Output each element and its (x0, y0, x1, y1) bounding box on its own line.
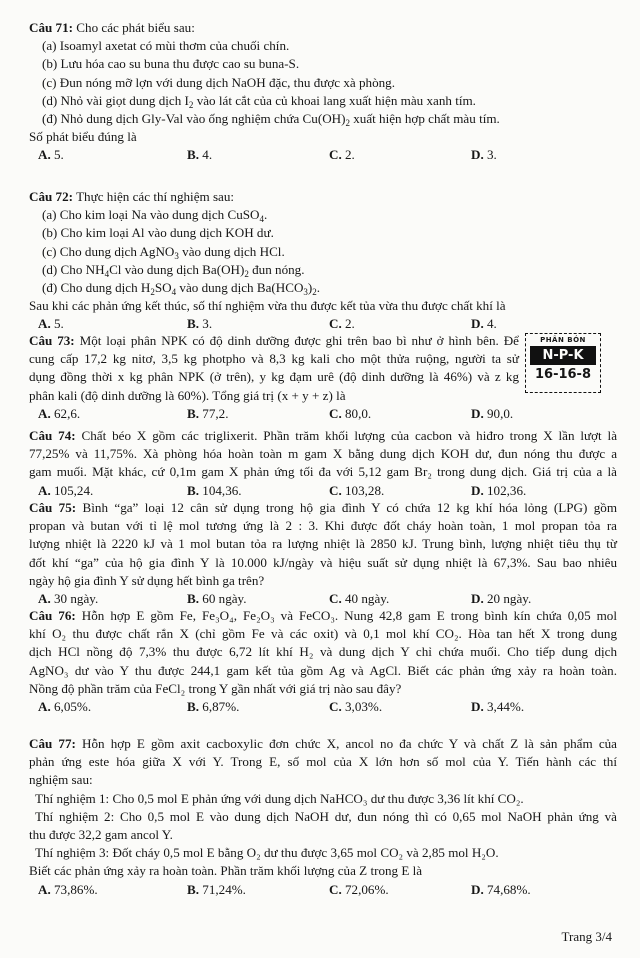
paragraph-line (29, 753, 617, 771)
question-71 (29, 19, 617, 164)
subscript: 2 (188, 99, 194, 110)
paragraph-line (29, 350, 519, 368)
subscript: 3 (303, 287, 308, 298)
statement-item (29, 243, 617, 261)
option-a[interactable] (38, 881, 98, 899)
option-letter: C. (329, 147, 342, 163)
option-value: 74,68%. (483, 881, 531, 897)
paragraph-line (29, 643, 617, 661)
option-value: 5. (50, 147, 64, 163)
line-text: 77,25% và 11,75%. Xà phòng hóa hoàn toàn m gam X bằng dung dịch KOH dư, đun nóng thu được a (29, 446, 617, 462)
paragraph-line (29, 680, 617, 698)
option-letter: D. (471, 147, 484, 163)
option-a[interactable] (38, 698, 91, 716)
paragraph-line (29, 554, 617, 572)
stem-text: Thực hiện các thí nghiệm sau: (76, 189, 235, 204)
option-letter: B. (187, 405, 200, 421)
question-72 (29, 188, 617, 333)
option-value: 102,36. (483, 482, 527, 498)
option-letter: D. (471, 482, 484, 498)
stem-text: Cho các phát biểu sau: (76, 20, 195, 35)
paragraph-line (29, 535, 617, 553)
subscript: 2 (244, 268, 249, 279)
option-b[interactable] (187, 315, 212, 333)
line-text: Chất béo X gồm các triglixerit. Phần trăm khối lượng của cacbon và hiđro trong X lần lượt là (75, 428, 617, 443)
option-value: 6,05%. (50, 699, 92, 715)
option-c[interactable] (329, 405, 371, 423)
option-letter: C. (329, 881, 342, 897)
statement-item (29, 55, 617, 73)
text-run: (a) Cho kim loại Na vào dung dịch CuSO (42, 207, 260, 223)
option-value: 3,44%. (483, 699, 525, 715)
question-76 (29, 607, 617, 716)
option-a[interactable] (38, 482, 93, 500)
paragraph-line (29, 844, 617, 862)
line-text: dụng đồng thời x kg phân NPK (ở trên), y kg đạm urê (độ dinh dưỡng là 46%) và z kg (29, 369, 519, 385)
line-text: dịch HCl nồng độ 7,3% thu được 6,72 lít khí H₂ và dung dịch Y chỉ chứa muối. Cho tiếp dung dịch (29, 644, 617, 660)
question-number: Câu 75: (29, 500, 77, 515)
option-value: 20 ngày. (483, 591, 532, 607)
option-value: 4. (199, 147, 213, 163)
line-text: Hỗn hợp E gồm axit cacboxylic đơn chức X, ancol no đa chức Y và chất Z là sản phẩm của (75, 736, 617, 751)
subscript: 4 (171, 287, 177, 298)
option-value: 2. (341, 316, 355, 332)
option-letter: C. (329, 316, 342, 332)
line-text: Nồng độ phần trăm của FeCl₂ trong Y gần nhất với giá trị nào sau đây? (29, 680, 402, 696)
text-run: (d) Nhỏ vài giọt dung dịch I (42, 92, 189, 108)
answer-options (29, 405, 617, 423)
question-number: Câu 73: (29, 333, 75, 348)
option-letter: A. (38, 699, 51, 715)
paragraph-line (29, 826, 617, 844)
text-run: SO (154, 280, 172, 296)
question-number: Câu 77: (29, 736, 76, 751)
option-c[interactable] (329, 146, 355, 164)
option-d[interactable] (471, 315, 497, 333)
badge-npk-text: N-P-K (530, 346, 596, 365)
option-letter: A. (38, 405, 51, 421)
option-letter: A. (38, 316, 51, 332)
option-letter: A. (38, 881, 51, 897)
badge-ratio-text: 16-16-8 (534, 367, 592, 382)
question-number: Câu 74: (29, 428, 76, 443)
option-value: 80,0. (341, 405, 372, 421)
subscript: 3 (174, 250, 179, 261)
option-value: 3. (199, 316, 213, 332)
text-run: ) (307, 280, 313, 296)
paragraph-line (29, 625, 617, 643)
question-number: Câu 76: (29, 608, 76, 623)
option-letter: B. (187, 881, 200, 897)
option-letter: B. (187, 482, 200, 498)
option-letter: A. (38, 591, 51, 607)
question-77 (29, 735, 617, 899)
statement-item (29, 37, 617, 55)
option-value: 104,36. (199, 482, 242, 498)
line-text: đốt khí “ga” của hộ gia đình Y là 10.000 kJ/ngày và hiệu suất sử dụng nhiệt là 67,3%. Sau bao nhiêu (29, 554, 617, 570)
statement-item (29, 110, 617, 128)
text-run: vào dung dịch HCl. (178, 243, 285, 259)
question-number: Câu 72: (29, 189, 74, 204)
option-letter: A. (38, 482, 51, 498)
option-value: 77,2. (199, 405, 229, 421)
answer-options (29, 315, 617, 333)
paragraph-line (29, 808, 617, 826)
option-value: 90,0. (483, 405, 514, 421)
text-run: (c) Đun nóng mỡ lợn với dung dịch NaOH đặc, thu được xà phòng. (42, 74, 395, 90)
paragraph-line (29, 387, 519, 405)
text-run: (b) Lưu hóa cao su buna thu được cao su buna-S. (42, 56, 300, 72)
option-d[interactable] (471, 146, 497, 164)
paragraph-line (29, 771, 617, 789)
subscript: 4 (104, 268, 110, 279)
option-value: 73,86%. (50, 881, 98, 897)
option-b[interactable] (187, 482, 242, 500)
paragraph-line (29, 368, 519, 386)
option-value: 2. (341, 147, 355, 163)
option-value: 103,28. (341, 482, 385, 498)
option-value: 6,87%. (199, 699, 240, 715)
text-run: (b) Cho kim loại Al vào dung dịch KOH dư. (42, 225, 274, 241)
question-75 (29, 499, 617, 608)
line-text: Thí nghiệm 3: Đốt cháy 0,5 mol E bằng O₂ dư thu được 3,65 mol CO₂ và 2,85 mol H₂O. (35, 845, 499, 861)
question-stem (29, 19, 617, 37)
paragraph-line (29, 572, 617, 590)
question-number: Câu 71: (29, 20, 74, 35)
line-text: thu được 32,2 gam ancol Y. (29, 827, 173, 843)
answer-options (29, 698, 617, 716)
question-stem (29, 188, 617, 206)
text-run: vào lát cắt của củ khoai lang xuất hiện màu xanh tím. (193, 92, 476, 108)
text-run: (a) Isoamyl axetat có mùi thơm của chuối chín. (42, 38, 290, 54)
npk-fertilizer-label-image (525, 333, 601, 393)
option-d[interactable] (471, 482, 526, 500)
answer-options (29, 482, 617, 500)
option-value: 5. (50, 316, 64, 332)
option-b[interactable] (187, 590, 247, 608)
option-value: 72,06%. (341, 881, 389, 897)
line-text: gam muối. Mặt khác, cứ 0,1m gam X phản ứng tối đa với 5,12 gam Br₂ trong dung dịch. Giá trị của a là (29, 464, 617, 480)
option-c[interactable] (329, 698, 382, 716)
option-value: 105,24. (50, 482, 94, 498)
line-text: Một loại phân NPK có độ dinh dưỡng được ghi trên bao bì như ở hình bên. Để (74, 333, 519, 348)
subscript: 4 (259, 214, 264, 225)
option-letter: C. (329, 699, 342, 715)
line-text: khí O₂ thu được chất rắn X (chỉ gồm Fe và các oxit) và 0,1 mol khí CO₂. Hòa tan hết X trong dung (29, 626, 617, 642)
line-text: Bình “ga” loại 12 cân sử dụng trong hộ gia đình Y có chứa 12 kg khí hóa lỏng (LPG) gồm (76, 500, 618, 515)
answer-options (29, 146, 617, 164)
option-letter: B. (187, 699, 200, 715)
option-a[interactable] (38, 146, 64, 164)
option-letter: D. (471, 316, 484, 332)
option-d[interactable] (471, 881, 531, 899)
line-text: Thí nghiệm 2: Cho 0,5 mol E vào dung dịch NaOH dư, đun nóng thì có 0,65 mol NaOH phản ứng và (35, 808, 617, 824)
answer-options (29, 590, 617, 608)
option-value: 4. (483, 316, 497, 332)
subscript: 2 (150, 287, 155, 298)
line-text: propan và butan với tỉ lệ mol tương ứng là 2 : 3. Khi được đốt cháy hoàn toàn, 1 mol propan tỏa ra (29, 518, 617, 534)
paragraph-line (29, 445, 617, 463)
option-c[interactable] (329, 315, 355, 333)
text-run: xuất hiện hợp chất màu tím. (349, 111, 500, 127)
subscript: 2 (312, 287, 317, 298)
page-number: Trang 3/4 (561, 929, 612, 944)
paragraph-line (29, 332, 519, 350)
option-a[interactable] (38, 315, 64, 333)
text-run: (d) Cho NH (42, 261, 105, 277)
answer-options (29, 881, 617, 899)
option-a[interactable] (38, 590, 98, 608)
paragraph-line (29, 862, 617, 880)
line-text: AgNO₃ dư vào Y thu được 244,1 gam kết tủa gồm Ag và AgCl. Biết các phản ứng xảy ra hoàn toàn. (29, 662, 617, 678)
badge-top-text: PHÂN BÓN (540, 336, 586, 344)
paragraph-line (29, 662, 617, 680)
text-run: . (316, 280, 321, 296)
option-value: 30 ngày. (50, 591, 99, 607)
paragraph-line (29, 517, 617, 535)
option-b[interactable] (187, 698, 239, 716)
text-run: (đ) Cho dung dịch H (42, 280, 151, 296)
option-value: 3. (483, 147, 497, 163)
paragraph-line (29, 427, 617, 445)
text-run: đun nóng. (248, 261, 305, 277)
option-value: 62,6. (50, 405, 81, 421)
text-run: (đ) Nhỏ dung dịch Gly-Val vào ống nghiệm chứa Cu(OH) (42, 111, 346, 127)
option-value: 40 ngày. (341, 591, 390, 607)
line-text: phân kali (độ dinh dưỡng là 60%). Tổng giá trị (x + y + z) là (29, 387, 346, 403)
statement-item (29, 74, 617, 92)
text-run: . (263, 207, 268, 223)
paragraph-line (29, 607, 617, 625)
option-b[interactable] (187, 881, 246, 899)
option-letter: D. (471, 405, 484, 421)
text-run: (c) Cho dung dịch AgNO (42, 243, 175, 259)
paragraph-line (29, 790, 617, 808)
option-letter: C. (329, 591, 342, 607)
line-text: ngày hộ gia đình Y sử dụng hết bình ga trên? (29, 572, 265, 588)
option-letter: D. (471, 881, 484, 897)
text-run: vào dung dịch Ba(HCO (176, 280, 304, 296)
line-text: Biết các phản ứng xảy ra hoàn toàn. Phần trăm khối lượng của Z trong E là (29, 863, 423, 879)
line-text: phản ứng este hóa giữa X với Y. Trong E, số mol của X lớn hơn số mol của Y. Tiến hành các thí (29, 754, 617, 770)
line-text: lượng nhiệt là 2220 kJ và 1 mol butan tỏa ra lượng nhiệt là 2850 kJ. Trung bình, lượng nhiệt tiêu thụ từ (29, 536, 617, 552)
option-letter: D. (471, 591, 484, 607)
option-c[interactable] (329, 881, 389, 899)
line-text: cung cấp 17,2 kg nitơ, 3,5 kg photpho và 8,3 kg kali cho một thửa ruộng, người ta sử (29, 351, 519, 367)
question-74 (29, 427, 617, 500)
option-letter: C. (329, 405, 342, 421)
question-prompt: Sau khi các phản ứng kết thúc, số thí nghiệm vừa thu được kết tủa vừa thu được chất khí là (29, 298, 506, 314)
option-a[interactable] (38, 405, 80, 423)
option-letter: B. (187, 591, 200, 607)
option-b[interactable] (187, 405, 228, 423)
statement-item (29, 206, 617, 224)
option-value: 60 ngày. (199, 591, 247, 607)
option-letter: C. (329, 482, 342, 498)
option-d[interactable] (471, 698, 524, 716)
line-text: nghiệm sau: (29, 772, 93, 788)
line-text: Hỗn hợp E gồm Fe, Fe₃O₄, Fe₂O₃ và FeCO₃. Nung 42,8 gam E trong bình kín chứa 0,05 mol (75, 608, 617, 623)
statement-item (29, 279, 617, 297)
option-value: 71,24%. (199, 881, 246, 897)
paragraph-line (29, 735, 617, 753)
question-prompt: Số phát biểu đúng là (29, 129, 137, 145)
option-letter: A. (38, 147, 51, 163)
option-c[interactable] (329, 590, 389, 608)
option-d[interactable] (471, 405, 513, 423)
paragraph-line (29, 463, 617, 481)
option-c[interactable] (329, 482, 384, 500)
statement-item (29, 224, 617, 242)
paragraph-line (29, 499, 617, 517)
text-run: Cl vào dung dịch Ba(OH) (109, 261, 245, 277)
option-letter: B. (187, 147, 200, 163)
line-text: Thí nghiệm 1: Cho 0,5 mol E phản ứng với dung dịch NaHCO₃ dư thu được 3,36 lít khí CO₂. (35, 790, 524, 806)
option-letter: B. (187, 316, 200, 332)
option-d[interactable] (471, 590, 531, 608)
subscript: 2 (345, 118, 350, 129)
statement-item (29, 92, 617, 110)
statement-item (29, 261, 617, 279)
option-b[interactable] (187, 146, 212, 164)
option-value: 3,03%. (341, 699, 383, 715)
option-letter: D. (471, 699, 484, 715)
